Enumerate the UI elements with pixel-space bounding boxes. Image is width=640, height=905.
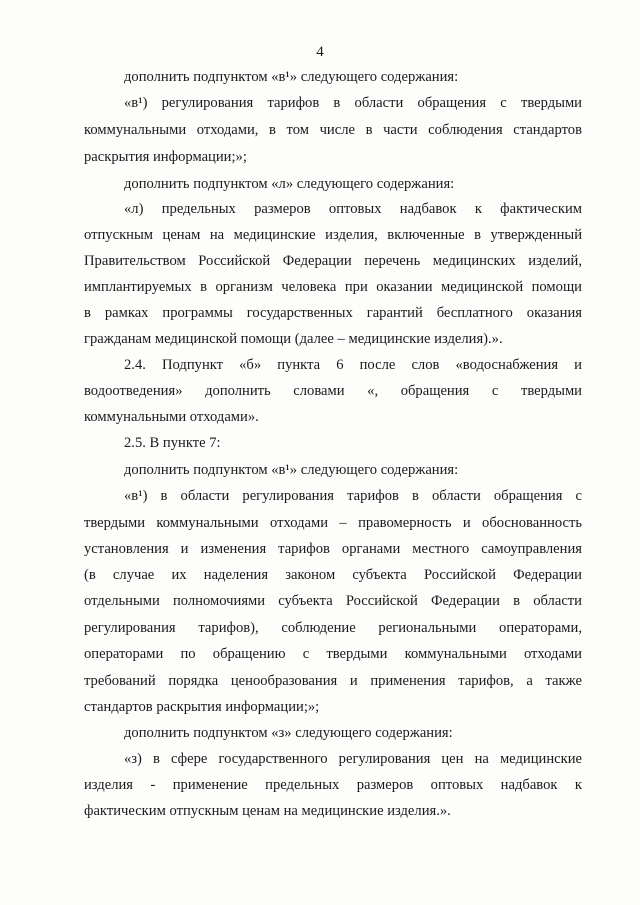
text-line: регулирования тарифов), соблюдение региональными операторами, — [84, 620, 582, 636]
text-line: коммунальными отходами, в том числе в части соблюдения стандартов — [84, 122, 582, 138]
text-line: в рамках программы государственных гарантий бесплатного оказания — [84, 305, 582, 321]
text-line: дополнить подпунктом «л» следующего содержания: — [124, 176, 455, 192]
text-line: стандартов раскрытия информации;»; — [84, 699, 320, 715]
text-line: «в¹) в области регулирования тарифов в области обращения с — [124, 488, 582, 504]
page-number: 4 — [316, 44, 324, 60]
text-line: 2.4. Подпункт «б» пункта 6 после слов «водоснабжения и — [124, 357, 582, 373]
text-line: дополнить подпунктом «в¹» следующего содержания: — [124, 69, 459, 85]
text-line: отпускным ценам на медицинские изделия, включенные в утвержденный — [84, 227, 582, 243]
text-line: водоотведения» дополнить словами «, обращения с твердыми — [84, 383, 582, 399]
text-line: Правительством Российской Федерации перечень медицинских изделий, — [84, 253, 582, 269]
text-line: гражданам медицинской помощи (далее – медицинские изделия).». — [84, 331, 503, 347]
text-line: операторами по обращению с твердыми коммунальными отходами — [84, 646, 582, 662]
text-line: отдельными полномочиями субъекта Российской Федерации в области — [84, 593, 582, 609]
text-line: дополнить подпунктом «з» следующего содержания: — [124, 725, 453, 741]
text-line: установления и изменения тарифов органами местного самоуправления — [84, 541, 582, 557]
text-line: изделия - применение предельных размеров оптовых надбавок к — [84, 777, 582, 793]
text-line: «з) в сфере государственного регулирования цен на медицинские — [124, 751, 582, 767]
text-line: дополнить подпунктом «в¹» следующего содержания: — [124, 462, 459, 478]
text-line: (в случае их наделения законом субъекта Российской Федерации — [84, 567, 582, 583]
text-line: имплантируемых в организм человека при оказании медицинской помощи — [84, 279, 582, 295]
text-line: «в¹) регулирования тарифов в области обращения с твердыми — [124, 95, 582, 111]
text-line: 2.5. В пункте 7: — [124, 435, 221, 451]
text-line: раскрытия информации;»; — [84, 149, 247, 165]
text-line: «л) предельных размеров оптовых надбавок к фактическим — [124, 201, 582, 217]
text-line: требований порядка ценообразования и применения тарифов, а также — [84, 673, 582, 689]
text-line: фактическим отпускным ценам на медицинские изделия.». — [84, 803, 451, 819]
text-line: коммунальными отходами». — [84, 409, 259, 425]
text-line: твердыми коммунальными отходами – правомерность и обоснованность — [84, 515, 582, 531]
